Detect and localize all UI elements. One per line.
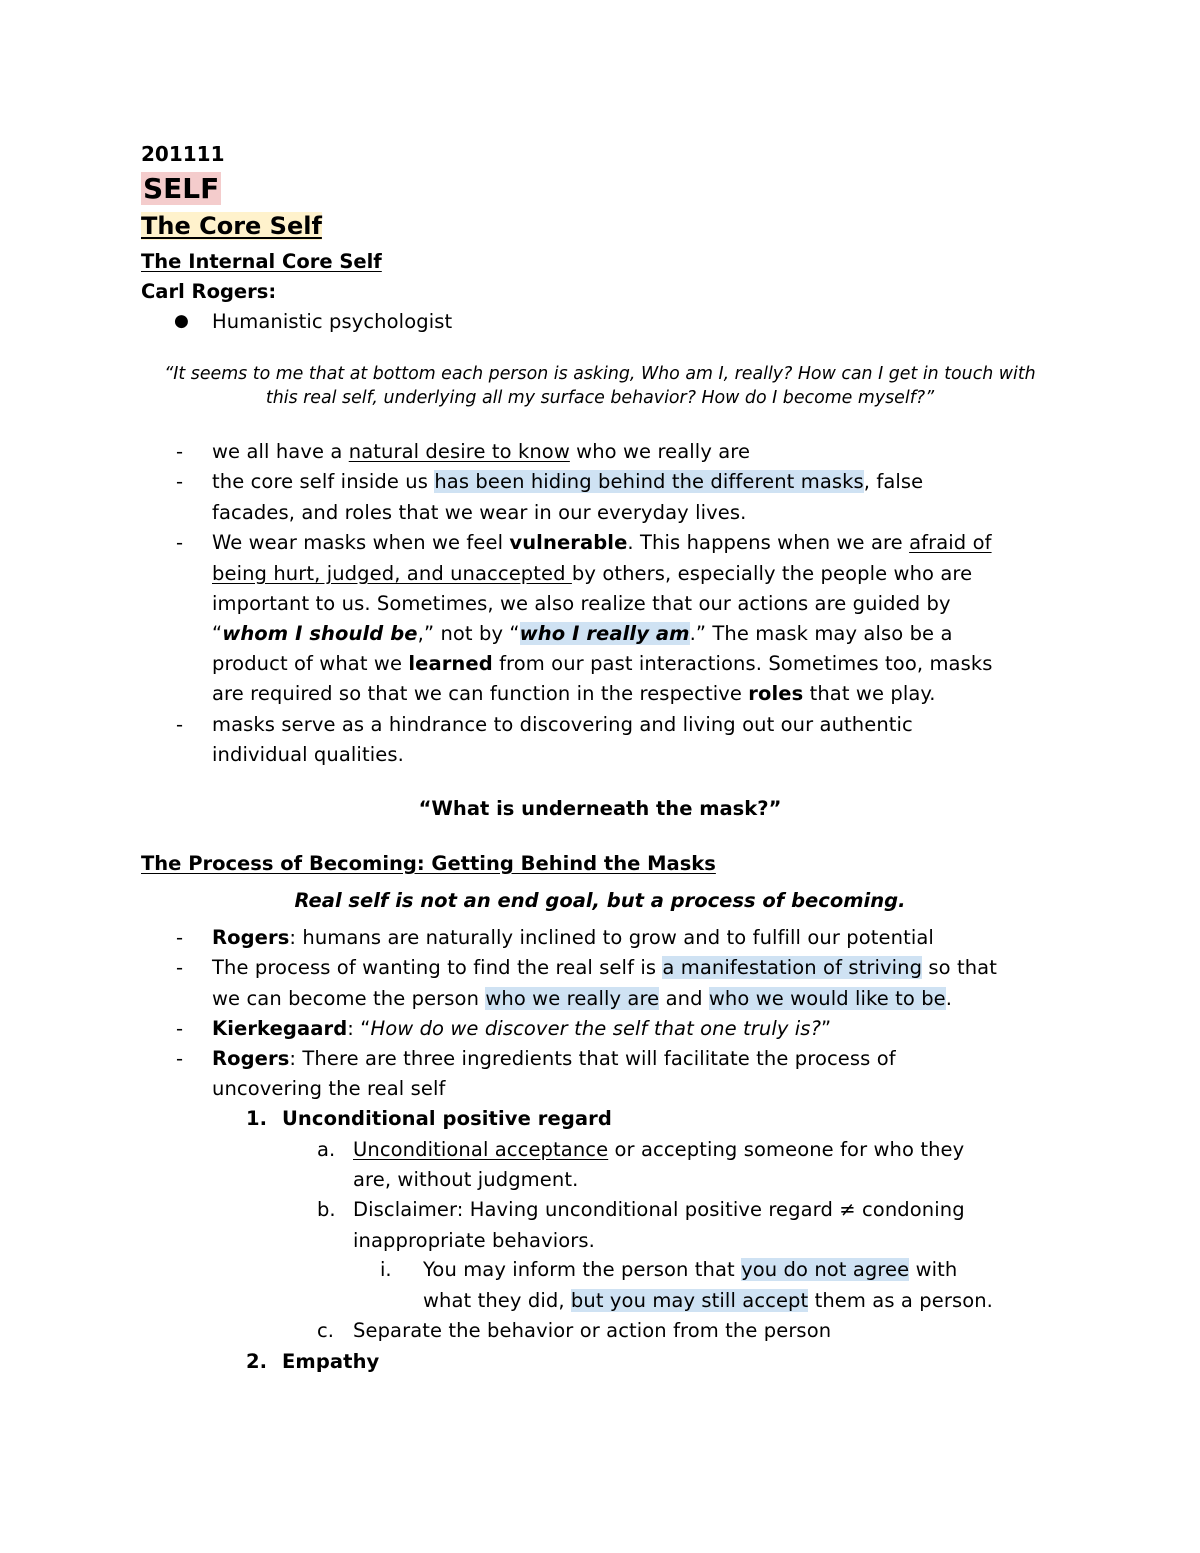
person-heading: Carl Rogers: <box>141 280 277 303</box>
kierkegaard-point: Kierkegaard: “How do we discover the self that one truly is?” <box>212 1017 832 1040</box>
point-3-line-1: We wear masks when we feel vulnerable. This happens when we are afraid of <box>212 531 992 554</box>
dash-marker: - <box>176 531 184 554</box>
dash-marker: - <box>176 1047 184 1070</box>
item-i-line-1: You may inform the person that you do not agree with <box>423 1258 958 1281</box>
point-3-line-5: product of what we learned from our past interactions. Sometimes too, masks <box>212 652 993 675</box>
dash-marker: - <box>176 713 184 736</box>
dash-marker: - <box>176 440 184 463</box>
section-title: The Core Self <box>141 212 322 240</box>
quote-line-1: “It seems to me that at bottom each person is asking, Who am I, really? How can I get in touch with <box>164 364 1036 384</box>
list-letter-b: b. <box>317 1198 336 1221</box>
dash-marker: - <box>176 926 184 949</box>
list-letter-a: a. <box>317 1138 336 1161</box>
list-roman-i: i. <box>380 1258 392 1281</box>
item-b-line-2: inappropriate behaviors. <box>353 1229 595 1252</box>
list-number-2: 2. <box>246 1350 267 1373</box>
document-title: SELF <box>143 172 220 205</box>
item-c: Separate the behavior or action from the person <box>353 1319 832 1342</box>
center-question: “What is underneath the mask?” <box>418 797 782 820</box>
date-label: 201111 <box>141 142 225 166</box>
item-b-line-1: Disclaimer: Having unconditional positive regard ≠ condoning <box>353 1198 965 1221</box>
item-a-line-1: Unconditional acceptance or accepting someone for who they <box>353 1138 965 1161</box>
point-3-line-4: “whom I should be,” not by “who I really am.” The mask may also be a <box>212 622 953 645</box>
dash-marker: - <box>176 956 184 979</box>
point-3-line-2: being hurt, judged, and unaccepted by others, especially the people who are <box>212 562 973 585</box>
list-letter-c: c. <box>317 1319 334 1342</box>
point-3-line-3: important to us. Sometimes, we also realize that our actions are guided by <box>212 592 951 615</box>
section-2-heading: The Process of Becoming: Getting Behind the Masks <box>141 852 716 875</box>
striving-point-line-2: we can become the person who we really are and who we would like to be. <box>212 987 953 1010</box>
bullet-text: Humanistic psychologist <box>212 310 453 333</box>
dash-marker: - <box>176 470 184 493</box>
ingredient-1: Unconditional positive regard <box>282 1107 612 1130</box>
point-4-line-2: individual qualities. <box>212 743 404 766</box>
list-number-1: 1. <box>246 1107 267 1130</box>
dash-marker: - <box>176 1017 184 1040</box>
ingredient-2: Empathy <box>282 1350 380 1373</box>
section-2-tagline: Real self is not an end goal, but a process of becoming. <box>294 889 906 912</box>
ingredients-point-line-2: uncovering the real self <box>212 1077 446 1100</box>
point-3-line-6: are required so that we can function in the respective roles that we play. <box>212 682 936 705</box>
point-2-line-2: facades, and roles that we wear in our everyday lives. <box>212 501 747 524</box>
quote-line-2: this real self, underlying all my surface behavior? How do I become myself?” <box>265 388 935 408</box>
subheading: The Internal Core Self <box>141 250 382 273</box>
black-circle-bullet-icon: ● <box>174 311 189 331</box>
item-a-line-2: are, without judgment. <box>353 1168 579 1191</box>
ingredients-point-line-1: Rogers: There are three ingredients that will facilitate the process of <box>212 1047 896 1070</box>
item-i-line-2: what they did, but you may still accept them as a person. <box>423 1289 993 1312</box>
striving-point-line-1: The process of wanting to find the real self is a manifestation of striving so that <box>212 956 997 979</box>
point-2: the core self inside us has been hiding behind the different masks, false <box>212 470 924 493</box>
point-1: we all have a natural desire to know who we really are <box>212 440 751 463</box>
point-4-line-1: masks serve as a hindrance to discovering and living out our authentic <box>212 713 913 736</box>
rogers-point: Rogers: humans are naturally inclined to grow and to fulfill our potential <box>212 926 934 949</box>
